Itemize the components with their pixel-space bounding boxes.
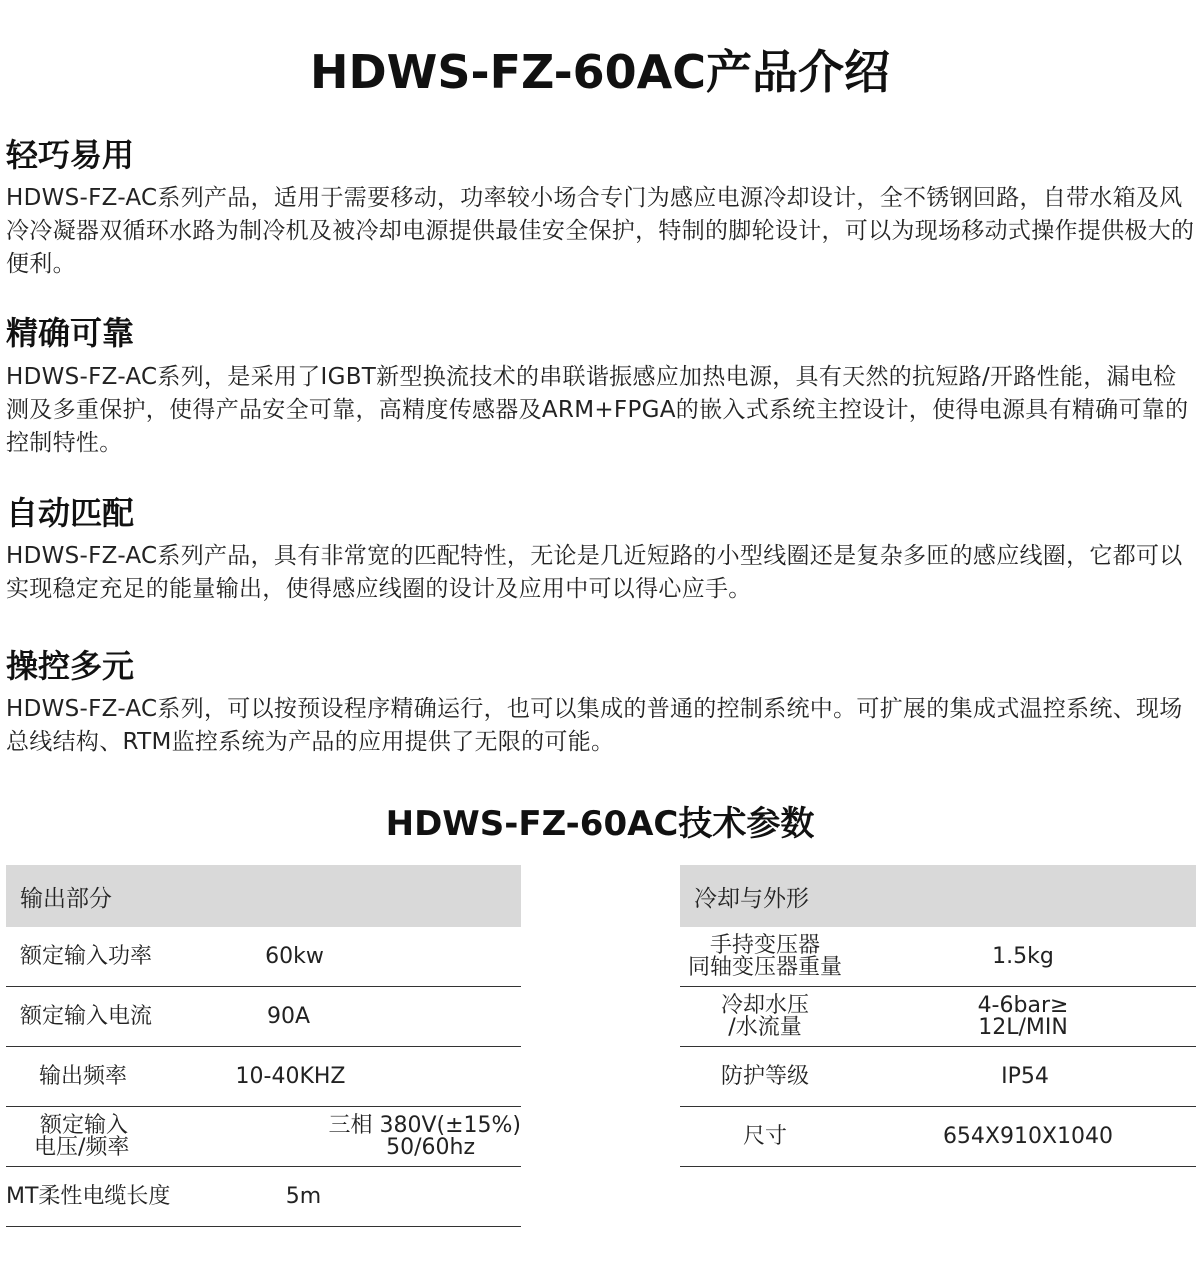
spec-label: 输出频率	[6, 1047, 176, 1107]
spec-value: 10-40KHZ	[176, 1047, 521, 1107]
spec-label: 防护等级	[680, 1047, 850, 1107]
spec-label: 尺寸	[680, 1107, 850, 1167]
spec-label: 额定输入功率	[6, 927, 176, 987]
section-body-control: HDWS-FZ-AC系列，可以按预设程序精确运行，也可以集成的普通的控制系统中。可扩展的集成式温控系统、现场总线结构、RTM监控系统为产品的应用提供了无限的可能。	[6, 696, 1183, 755]
spec-value: 90A	[176, 987, 521, 1047]
spec-table-header: 输出部分	[6, 865, 521, 927]
spec-label: MT柔性电缆长度	[6, 1167, 176, 1227]
spec-table-output	[6, 865, 521, 1227]
spec-label: 冷却水压 /水流量	[680, 987, 850, 1047]
table-row	[6, 1167, 521, 1227]
spec-value: 60kw	[176, 927, 521, 987]
spec-value: 4-6bar≥ 12L/MIN	[850, 987, 1196, 1047]
spec-value: 654X910X1040	[850, 1107, 1196, 1167]
section-body-auto-match: HDWS-FZ-AC系列产品，具有非常宽的匹配特性，无论是几近短路的小型线圈还是复杂多匝的感应线圈，它都可以实现稳定充足的能量输出，使得感应线圈的设计及应用中可以得心应手。	[6, 543, 1183, 602]
section-body-precise: HDWS-FZ-AC系列，是采用了IGBT新型换流技术的串联谐振感应加热电源，具有天然的抗短路/开路性能，漏电检测及多重保护，使得产品安全可靠，高精度传感器及ARM+FPGA的嵌入式系统主控设计，使得电源具有精确可靠的控制特性。	[6, 364, 1189, 456]
table-row	[680, 927, 1196, 987]
table-row	[6, 1107, 521, 1167]
table-row	[6, 987, 521, 1047]
spec-label: 手持变压器 同轴变压器重量	[680, 927, 850, 987]
page-title: HDWS-FZ-60AC产品介绍	[309, 45, 891, 99]
spec-label: 额定输入电流	[6, 987, 176, 1047]
table-row	[680, 1107, 1196, 1167]
section-heading-precise: 精确可靠	[6, 314, 135, 352]
spec-table-cooling	[680, 865, 1196, 1167]
spec-value: IP54	[850, 1047, 1196, 1107]
section-body-lightweight: HDWS-FZ-AC系列产品，适用于需要移动，功率较小场合专门为感应电源冷却设计，全不锈钢回路，自带水箱及风冷冷凝器双循环水路为制冷机及被冷却电源提供最佳安全保护，特制的脚轮设计，可以为现场移动式操作提供极大的便利。	[6, 185, 1195, 277]
table-row	[680, 1047, 1196, 1107]
section-heading-lightweight: 轻巧易用	[6, 136, 135, 174]
table-row	[6, 1047, 521, 1107]
spec-title: HDWS-FZ-60AC技术参数	[385, 804, 815, 844]
spec-value: 5m	[176, 1167, 521, 1227]
table-row	[6, 927, 521, 987]
section-heading-control: 操控多元	[6, 647, 135, 685]
spec-value: 1.5kg	[850, 927, 1196, 987]
spec-label: 额定输入 电压/频率	[6, 1107, 176, 1167]
section-heading-auto-match: 自动匹配	[6, 494, 135, 532]
table-row	[680, 987, 1196, 1047]
spec-value: 三相 380V(±15%) 50/60hz	[176, 1107, 521, 1167]
spec-table-header: 冷却与外形	[680, 865, 1196, 927]
